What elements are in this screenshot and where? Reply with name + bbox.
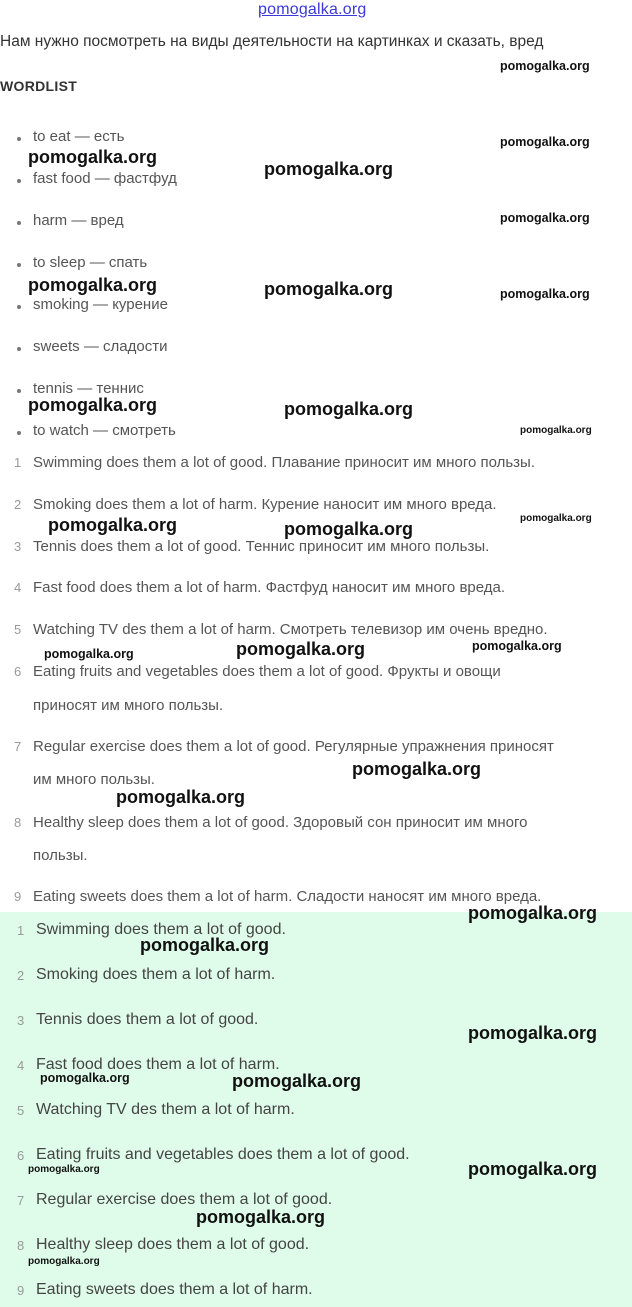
watermark: pomogalka.org bbox=[232, 1071, 362, 1091]
sentence-number: 7 bbox=[14, 739, 22, 754]
wordlist-item: sweets — сладости bbox=[33, 338, 168, 355]
watermark: pomogalka.org bbox=[520, 513, 592, 524]
bullet-icon bbox=[17, 221, 21, 225]
answer-line: Watching TV des them a lot of harm. bbox=[36, 1101, 295, 1118]
sentence-line: Regular exercise does them a lot of good. Регулярные упражнения приносят bbox=[33, 738, 554, 755]
bullet-icon bbox=[17, 431, 21, 435]
answer-line: Smoking does them a lot of harm. bbox=[36, 966, 276, 983]
sentence-line: Eating fruits and vegetables does them a lot of good. Фрукты и овощи bbox=[33, 663, 501, 680]
sentence-number: 6 bbox=[14, 664, 22, 679]
watermark: pomogalka.org bbox=[28, 275, 158, 295]
sentence-line: Watching TV des them a lot of harm. Смотреть телевизор им очень вредно. bbox=[33, 621, 548, 638]
watermark: pomogalka.org bbox=[116, 787, 246, 807]
answer-number: 1 bbox=[17, 923, 25, 938]
bullet-icon bbox=[17, 179, 21, 183]
sentence-line: Eating sweets does them a lot of harm. Сладости наносят им много вреда. bbox=[33, 888, 542, 905]
watermark: pomogalka.org bbox=[264, 159, 394, 179]
sentence-number: 5 bbox=[14, 622, 22, 637]
watermark: pomogalka.org bbox=[264, 279, 394, 299]
sentence-line: им много пользы. bbox=[33, 771, 155, 788]
intro-text: Нам нужно посмотреть на виды деятельности на картинках и сказать, вред bbox=[0, 33, 544, 50]
sentence-line: Smoking does them a lot of harm. Курение наносит им много вреда. bbox=[33, 496, 497, 513]
bullet-icon bbox=[17, 305, 21, 309]
watermark: pomogalka.org bbox=[28, 147, 158, 167]
answer-line: Swimming does them a lot of good. bbox=[36, 921, 286, 938]
wordlist-item: harm — вред bbox=[33, 212, 124, 229]
sentence-line: Fast food does them a lot of harm. Фастфуд наносит им много вреда. bbox=[33, 579, 506, 596]
watermark: pomogalka.org bbox=[28, 395, 158, 415]
watermark: pomogalka.org bbox=[468, 903, 598, 923]
answer-line: Regular exercise does them a lot of good. bbox=[36, 1191, 333, 1208]
answer-number: 2 bbox=[17, 968, 25, 983]
wordlist-item: smoking — курение bbox=[33, 296, 168, 313]
sentence-line: Swimming does them a lot of good. Плавание приносит им много пользы. bbox=[33, 454, 536, 471]
sentence-number: 8 bbox=[14, 815, 22, 830]
wordlist-item: to watch — смотреть bbox=[33, 422, 176, 439]
watermark: pomogalka.org bbox=[196, 1207, 326, 1227]
site-link[interactable]: pomogalka.org bbox=[258, 1, 367, 18]
sentence-line: приносят им много пользы. bbox=[33, 697, 224, 714]
answer-line: Eating sweets does them a lot of harm. bbox=[36, 1281, 313, 1298]
bullet-icon bbox=[17, 263, 21, 267]
watermark: pomogalka.org bbox=[468, 1023, 598, 1043]
watermark: pomogalka.org bbox=[28, 1256, 100, 1267]
watermark: pomogalka.org bbox=[520, 425, 592, 436]
watermark: pomogalka.org bbox=[44, 647, 134, 661]
watermark: pomogalka.org bbox=[472, 639, 562, 653]
wordlist-item: fast food — фастфуд bbox=[33, 170, 177, 187]
wordlist-item: tennis — теннис bbox=[33, 380, 144, 397]
sentence-number: 2 bbox=[14, 497, 22, 512]
sentence-line: Healthy sleep does them a lot of good. Здоровый сон приносит им много bbox=[33, 814, 528, 831]
watermark: pomogalka.org bbox=[468, 1159, 598, 1179]
watermark: pomogalka.org bbox=[140, 935, 270, 955]
wordlist-heading: WORDLIST bbox=[0, 78, 78, 94]
answer-number: 6 bbox=[17, 1148, 25, 1163]
sentence-line: Tennis does them a lot of good. Теннис приносит им много пользы. bbox=[33, 538, 490, 555]
answer-number: 5 bbox=[17, 1103, 25, 1118]
watermark: pomogalka.org bbox=[500, 211, 590, 225]
watermark: pomogalka.org bbox=[48, 515, 178, 535]
answer-number: 3 bbox=[17, 1013, 25, 1028]
sentence-line: пользы. bbox=[33, 847, 88, 864]
bullet-icon bbox=[17, 137, 21, 141]
answer-line: Eating fruits and vegetables does them a lot of good. bbox=[36, 1146, 410, 1163]
watermark: pomogalka.org bbox=[500, 59, 590, 73]
answer-line: Healthy sleep does them a lot of good. bbox=[36, 1236, 310, 1253]
answer-number: 4 bbox=[17, 1058, 25, 1073]
wordlist-item: to eat — есть bbox=[33, 128, 125, 145]
bullet-icon bbox=[17, 347, 21, 351]
answer-number: 7 bbox=[17, 1193, 25, 1208]
wordlist-item: to sleep — спать bbox=[33, 254, 148, 271]
sentence-number: 4 bbox=[14, 580, 22, 595]
watermark: pomogalka.org bbox=[40, 1071, 130, 1085]
answer-number: 9 bbox=[17, 1283, 25, 1298]
sentence-number: 9 bbox=[14, 889, 22, 904]
bullet-icon bbox=[17, 389, 21, 393]
answer-line: Fast food does them a lot of harm. bbox=[36, 1056, 280, 1073]
answer-number: 8 bbox=[17, 1238, 25, 1253]
watermark: pomogalka.org bbox=[284, 519, 414, 539]
watermark: pomogalka.org bbox=[352, 759, 482, 779]
sentence-number: 1 bbox=[14, 455, 22, 470]
watermark: pomogalka.org bbox=[500, 287, 590, 301]
answer-line: Tennis does them a lot of good. bbox=[36, 1011, 259, 1028]
watermark: pomogalka.org bbox=[500, 135, 590, 149]
watermark: pomogalka.org bbox=[284, 399, 414, 419]
watermark: pomogalka.org bbox=[28, 1164, 100, 1175]
sentence-number: 3 bbox=[14, 539, 22, 554]
watermark: pomogalka.org bbox=[236, 639, 366, 659]
